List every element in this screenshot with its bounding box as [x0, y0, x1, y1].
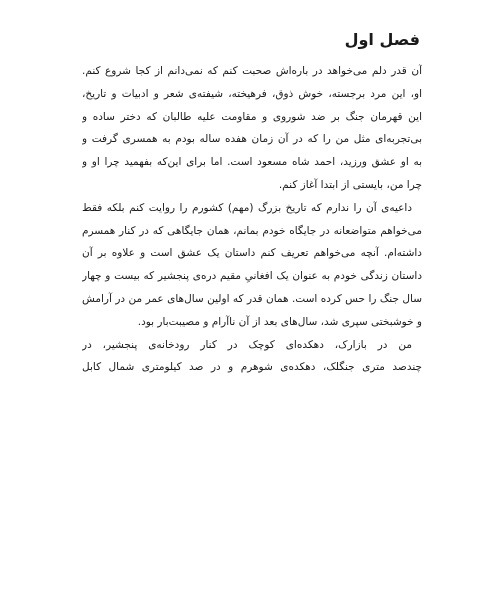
text-line: من در بازارک، دهکده‌ای کوچک در کنار رودخانه‌ی پنجشیر، در: [82, 338, 412, 351]
text-line: داعیه‌ی آن را ندارم که تاریخ بزرگ (مهم) کشورم را روایت کنم بلکه فقط: [82, 201, 412, 214]
body-text: [82, 60, 422, 379]
text-line: آن قدر دلم می‌خواهد در باره‌اش صحبت کنم که نمی‌دانم از کجا شروع کنم.: [82, 65, 422, 77]
chapter-title: فصل اول: [344, 30, 420, 49]
text-line: چرا من، بایستی از ابتدا آغاز کنم.: [278, 178, 422, 191]
text-line: داشته‌ام. آنچه می‌خواهم تعریف کنم داستان یک عشق است و علاوه بر آن: [82, 247, 422, 260]
text-line: داستان زندگی خودم به عنوان یک افغانیِ مقیم دره‌ی پنجشیر که بیست و چهار: [82, 270, 422, 283]
text-line: بی‌تجربه‌ای مثل من را که در آن زمان هفده ساله بودم به همسری گرفت و: [82, 133, 422, 146]
text-line: به او عشق ورزید، احمد شاه مسعود است. اما برای این‌که بفهمید چرا او و: [82, 156, 422, 169]
text-line: سال جنگ را حس کرده است. همان قدر که اولین سال‌های عمر من در آرامش: [82, 292, 422, 305]
text-line: این قهرمان جنگ بر ضد شوروی و مقاومت علیه طالبان که دختر ساده و: [82, 110, 422, 123]
text-line: می‌خواهم متواضعانه در جایگاه خودم بمانم، همان جایگاهی که در کنار همسرم: [82, 224, 422, 237]
text-line: و خوشبختی سپری شد، سال‌های بعد از آن ناآرام و مصیبت‌بار بود.: [137, 315, 422, 328]
text-line: او، این مرد برجسته، خوش ذوق، فرهیخته، شیفته‌ی شعر و ادبیات و تاریخ،: [82, 87, 422, 100]
text-line: چندصد متری جنگلک، دهکده‌ی شوهرم و در صد کیلومتری شمال کابل: [82, 361, 422, 374]
